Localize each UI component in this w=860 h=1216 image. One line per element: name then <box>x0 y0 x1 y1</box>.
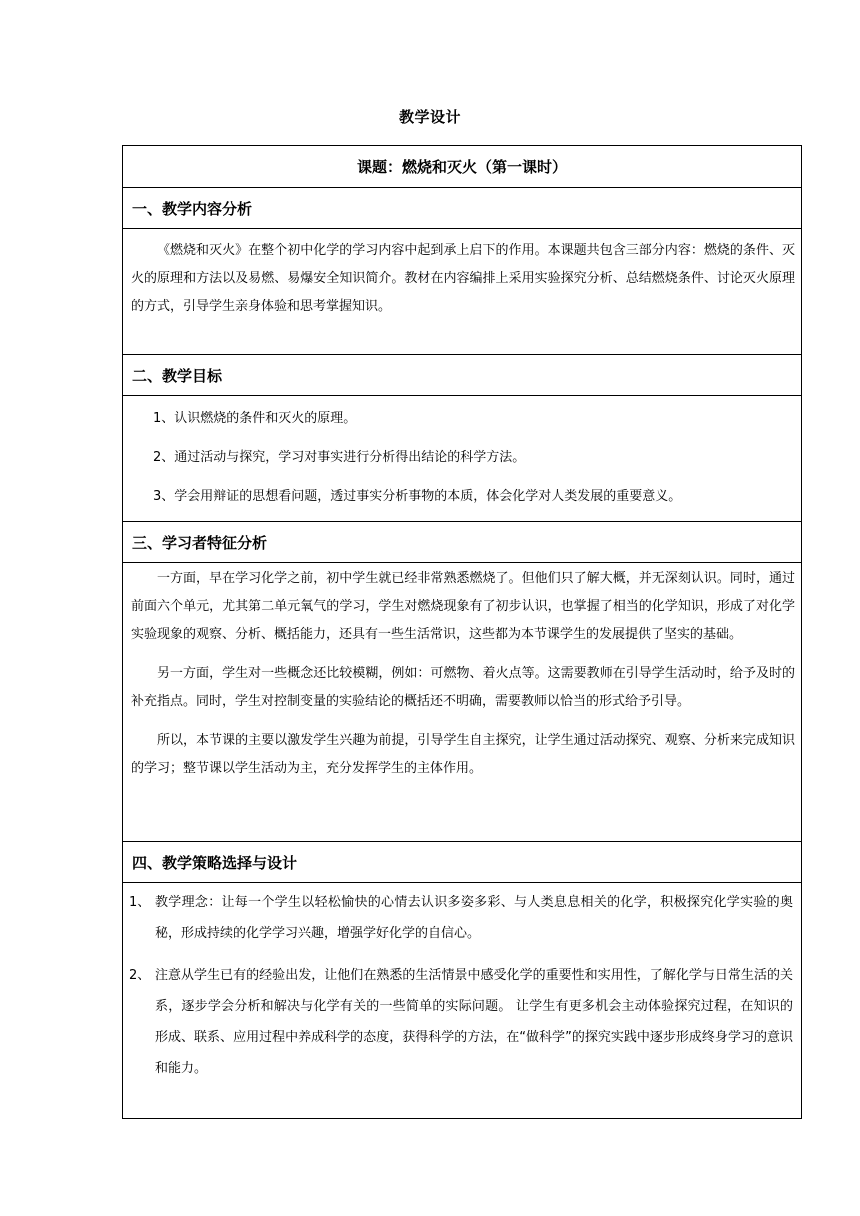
strategy-body <box>123 883 802 1119</box>
section-heading-learner-analysis: 三、学习者特征分析 <box>123 522 802 563</box>
strategy-item <box>129 960 793 1084</box>
section-body-row <box>123 563 802 842</box>
teaching-goals-body <box>123 396 802 522</box>
strategy-number: 2、 <box>129 968 151 983</box>
section-heading-row <box>123 355 802 396</box>
strategy-item <box>129 887 793 949</box>
strategy-text: 教学理念：让每一个学生以轻松愉快的心情去认识多姿多彩、与人类息息相关的化学，积极探究化学实验的奥秘，形成持续的化学学习兴趣，增强学好化学的自信心。 <box>155 895 793 941</box>
document-title: 教学设计 <box>398 108 461 126</box>
section-body-row <box>123 396 802 522</box>
section-heading-teaching-goals: 二、教学目标 <box>123 355 802 396</box>
paragraph: 《燃烧和灭火》在整个初中化学的学习内容中起到承上启下的作用。本课题共包含三部分内容：燃烧的条件、灭火的原理和方法以及易燃、易爆安全知识简介。教材在内容编排上采用实验探究分析、总结燃烧条件、讨论灭火原理的方式，引导学生亲身体验和思考掌握知识。 <box>131 243 795 314</box>
learner-analysis-body <box>123 563 802 842</box>
section-heading-row <box>123 522 802 563</box>
lesson-title-row <box>123 146 802 188</box>
strategy-text: 注意从学生已有的经验出发，让他们在熟悉的生活情景中感受化学的重要性和实用性，了解化学与日常生活的关系，逐步学会分析和解决与化学有关的一些简单的实际问题。 让学生有更多机会主动体验探究过程，在知识的形成、联系、应用过程中养成科学的态度，获得科学的方法，在“做科学”的探究实践中逐步形成终身学习的意识和能力。 <box>155 968 793 1076</box>
paragraph: 另一方面，学生对一些概念还比较模糊，例如：可燃物、着火点等。这需要教师在引导学生活动时，给予及时的补充指点。同时，学生对控制变量的实验结论的概括还不明确，需要教师以恰当的形式给予引导。 <box>131 666 795 709</box>
section-heading-content-analysis: 一、教学内容分析 <box>123 188 802 229</box>
goal-item: 1、认识燃烧的条件和灭火的原理。 <box>153 410 357 426</box>
section-body-row <box>123 883 802 1119</box>
section-body-row <box>123 229 802 355</box>
section-heading-strategy: 四、教学策略选择与设计 <box>123 842 802 883</box>
section-heading-row <box>123 842 802 883</box>
section-heading-row <box>123 188 802 229</box>
strategy-number: 1、 <box>129 895 151 910</box>
goal-item: 2、通过活动与探究，学习对事实进行分析得出结论的科学方法。 <box>153 449 526 465</box>
goal-item: 3、学会用辩证的思想看问题，透过事实分析事物的本质，体会化学对人类发展的重要意义。 <box>153 488 682 504</box>
lesson-title: 课题：燃烧和灭火（第一课时） <box>123 146 802 188</box>
lesson-design-table <box>122 145 802 1119</box>
paragraph: 所以，本节课的主要以激发学生兴趣为前提，引导学生自主探究，让学生通过活动探究、观察、分析来完成知识的学习；整节课以学生活动为主，充分发挥学生的主体作用。 <box>131 733 795 776</box>
content-analysis-body <box>123 229 802 355</box>
paragraph: 一方面，早在学习化学之前，初中学生就已经非常熟悉燃烧了。但他们只了解大概，并无深刻认识。同时，通过前面六个单元，尤其第二单元氧气的学习，学生对燃烧现象有了初步认识，也掌握了相当的化学知识，形成了对化学实验现象的观察、分析、概括能力，还具有一些生活常识，这些都为本节课学生的发展提供了坚实的基础。 <box>131 571 795 642</box>
